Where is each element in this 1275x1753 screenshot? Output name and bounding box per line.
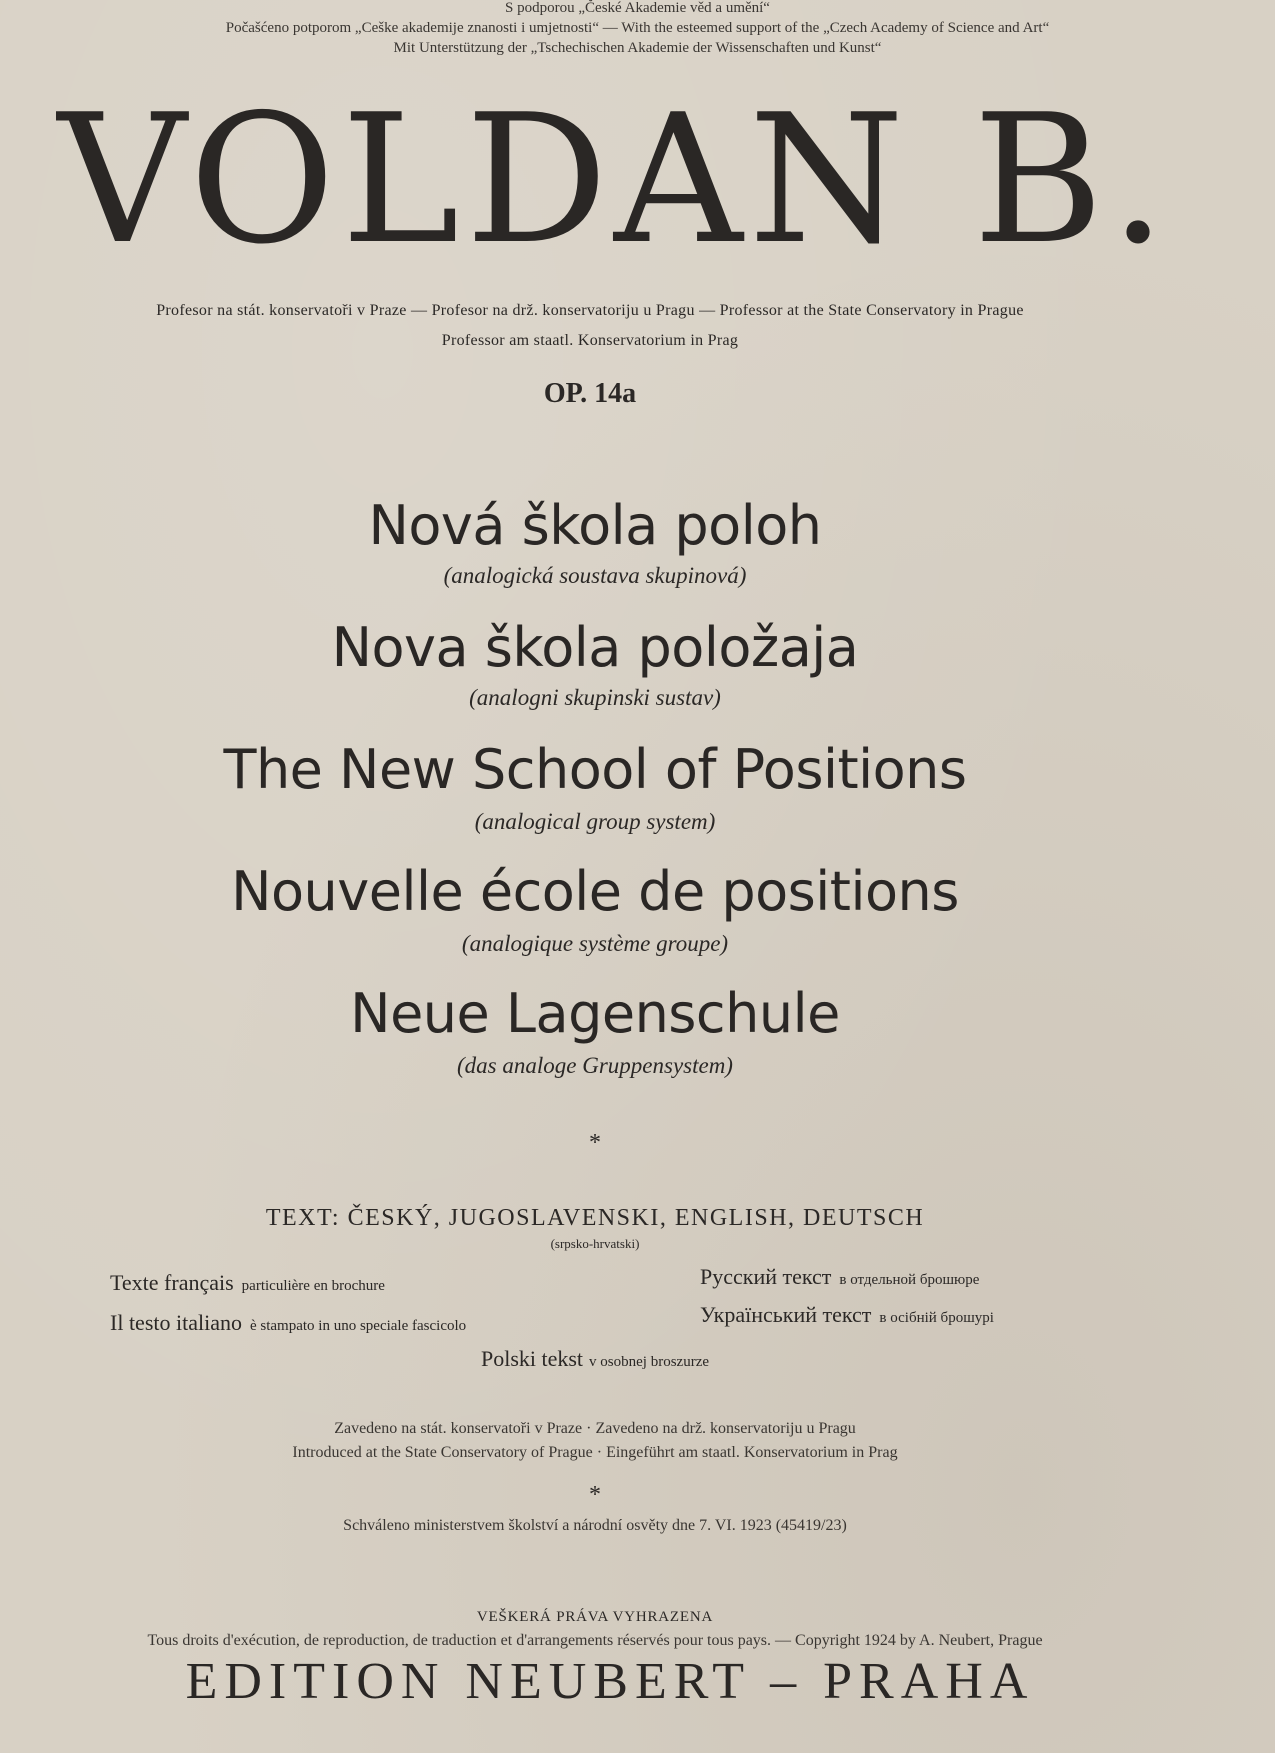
- subtitle-german: (das analoge Gruppensystem): [457, 1053, 733, 1078]
- separator-star-2: *: [589, 1482, 601, 1508]
- subtitle-french: (analogique système groupe): [461, 931, 729, 956]
- text-languages: TEXT: ČESKÝ, JUGOSLAVENSKI, ENGLISH, DEUTSCH: [265, 1205, 925, 1231]
- support-line-czech: S podporou „České Akademie věd a umění“: [505, 0, 770, 16]
- professor-line-1: Profesor na stát. konservatoři v Praze — Profesor na drž. konservatoriju u Pragu — Professor at the State Conservatory in Prague: [156, 302, 1024, 319]
- srpsko-note: (srpsko-hrvatski): [550, 1236, 640, 1251]
- ukrainian-text-label: Український текст: [700, 1302, 872, 1327]
- russian-text-label: Русский текст: [700, 1264, 832, 1289]
- publisher-name: EDITION NEUBERT – PRAHA: [185, 1653, 1035, 1710]
- polish-brochure-detail: v osobnej broszurze: [589, 1354, 710, 1370]
- title-czech: Nová škola poloh: [368, 494, 822, 557]
- italian-brochure-detail: è stampato in uno speciale fascicolo: [249, 1318, 467, 1334]
- support-line-croatian-english: Počašćeno potporom „Ceške akademije znanosti i umjetnosti“ — With the esteemed support of the „Czech Academy of Science and Art“: [225, 20, 1050, 36]
- subtitle-croatian: (analogni skupinski sustav): [469, 685, 721, 710]
- title-english: The New School of Positions: [223, 738, 967, 801]
- support-line-german: Mit Unterstützung der „Tschechischen Akademie der Wissenschaften und Kunst“: [393, 40, 882, 56]
- italian-brochure-note: [110, 1310, 466, 1336]
- copyright-notice: Tous droits d'exécution, de reproduction, de traduction et d'arrangements réservés pour tous pays. — Copyright 1924 by A. Neubert, Prague: [147, 1632, 1043, 1649]
- ukrainian-brochure-detail: в осібній брошурі: [879, 1310, 994, 1326]
- professor-line-2: Professor am staatl. Konservatorium in Prag: [441, 332, 739, 349]
- title-german: Neue Lagenschule: [350, 982, 840, 1045]
- subtitle-english: (analogical group system): [474, 809, 716, 834]
- composer-name: VOLDAN B.: [57, 76, 1173, 283]
- italian-text-label: Il testo italiano: [110, 1310, 242, 1335]
- introduced-line-2: Introduced at the State Conservatory of Prague · Eingeführt am staatl. Konservatorium in Prag: [292, 1444, 898, 1461]
- ministry-approval: Schváleno ministerstvem školství a národní osvěty dne 7. VI. 1923 (45419/23): [343, 1517, 847, 1534]
- separator-star: *: [589, 1130, 601, 1156]
- french-brochure-note: [110, 1270, 385, 1296]
- polish-text-label: Polski tekst: [480, 1346, 584, 1371]
- french-text-label: Texte français: [110, 1270, 234, 1295]
- rights-reserved: VEŠKERÁ PRÁVA VYHRAZENA: [476, 1609, 714, 1625]
- title-croatian: Nova škola položaja: [331, 616, 859, 679]
- opus-number: OP. 14a: [543, 378, 637, 409]
- polish-brochure-note: [0, 1346, 1190, 1372]
- introduced-line-1: Zavedeno na stát. konservatoři v Praze · Zavedeno na drž. konservatoriju u Pragu: [334, 1420, 856, 1437]
- title-french: Nouvelle école de positions: [231, 860, 959, 923]
- ukrainian-brochure-note: [700, 1302, 994, 1328]
- russian-brochure-note: [700, 1264, 979, 1290]
- subtitle-czech: (analogická soustava skupinová): [443, 563, 747, 588]
- russian-brochure-detail: в отдельной брошюре: [839, 1272, 980, 1288]
- french-brochure-detail: particulière en brochure: [241, 1278, 385, 1294]
